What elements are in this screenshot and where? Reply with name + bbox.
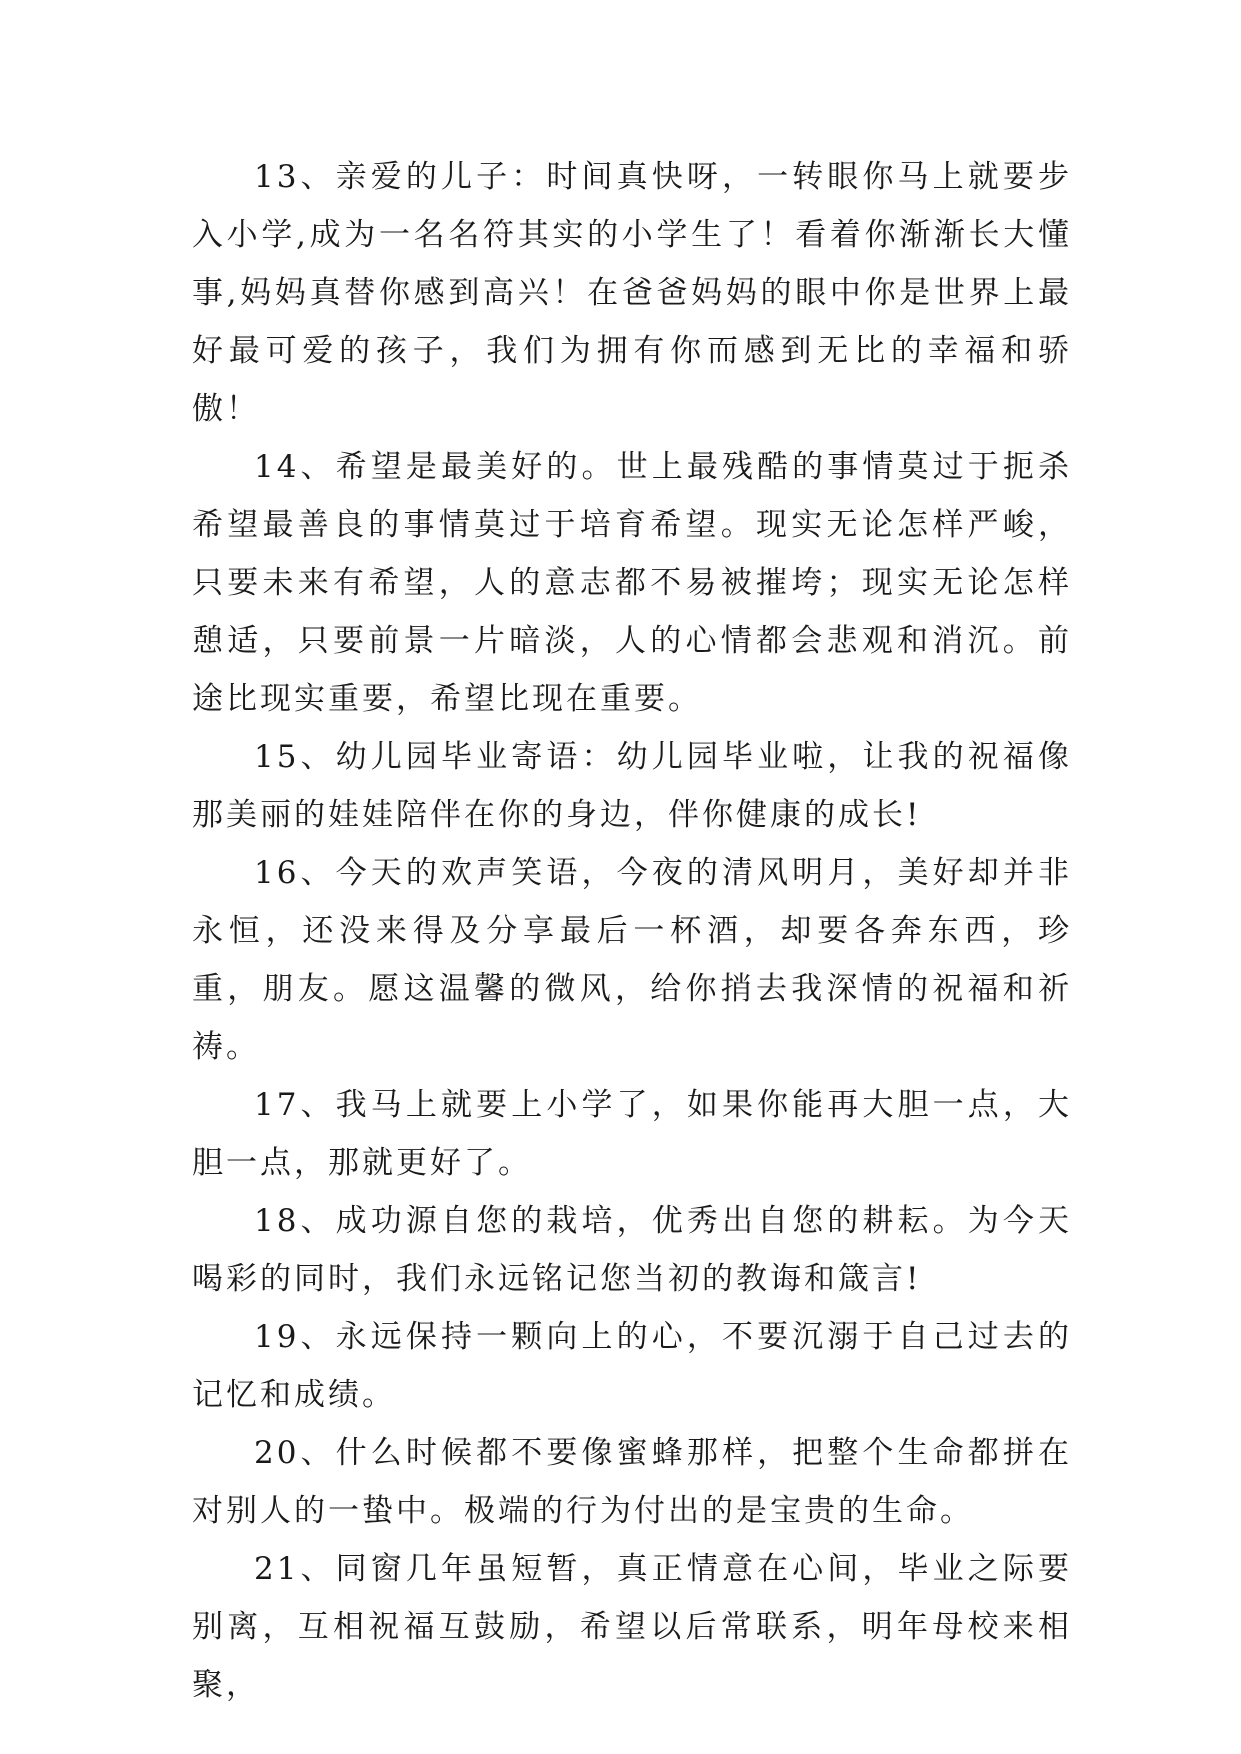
- paragraph-15: 15、幼儿园毕业寄语：幼儿园毕业啦，让我的祝福像那美丽的娃娃陪伴在你的身边，伴你健康的成长!: [192, 739, 1072, 833]
- paragraph-21: 21、同窗几年虽短暂，真正情意在心间，毕业之际要别离，互相祝福互鼓励，希望以后常联系，明年母校来相聚，: [192, 1551, 1072, 1703]
- paragraph-18: 18、成功源自您的栽培，优秀出自您的耕耘。为今天喝彩的同时，我们永远铭记您当初的教诲和箴言!: [192, 1203, 1072, 1297]
- paragraph-17: 17、我马上就要上小学了，如果你能再大胆一点，大胆一点，那就更好了。: [192, 1087, 1072, 1181]
- paragraph-14: 14、希望是最美好的。世上最残酷的事情莫过于扼杀希望最善良的事情莫过于培育希望。现实无论怎样严峻，只要未来有希望，人的意志都不易被摧垮；现实无论怎样憩适，只要前景一片暗淡，人的心情都会悲观和消沉。前途比现实重要，希望比现在重要。: [192, 449, 1072, 717]
- document-body: [192, 148, 1072, 1714]
- paragraph-16: 16、今天的欢声笑语，今夜的清风明月，美好却并非永恒，还没来得及分享最后一杯酒，却要各奔东西，珍重，朋友。愿这温馨的微风，给你捎去我深情的祝福和祈祷。: [192, 855, 1072, 1065]
- paragraph-13: 13、亲爱的儿子：时间真快呀，一转眼你马上就要步入小学,成为一名名符其实的小学生了！看着你渐渐长大懂事,妈妈真替你感到高兴！在爸爸妈妈的眼中你是世界上最好最可爱的孩子，我们为拥有你而感到无比的幸福和骄傲！: [192, 159, 1072, 427]
- paragraph-20: 20、什么时候都不要像蜜蜂那样，把整个生命都拼在对别人的一蛰中。极端的行为付出的是宝贵的生命。: [192, 1435, 1072, 1529]
- paragraph-19: 19、永远保持一颗向上的心，不要沉溺于自己过去的记忆和成绩。: [192, 1319, 1072, 1413]
